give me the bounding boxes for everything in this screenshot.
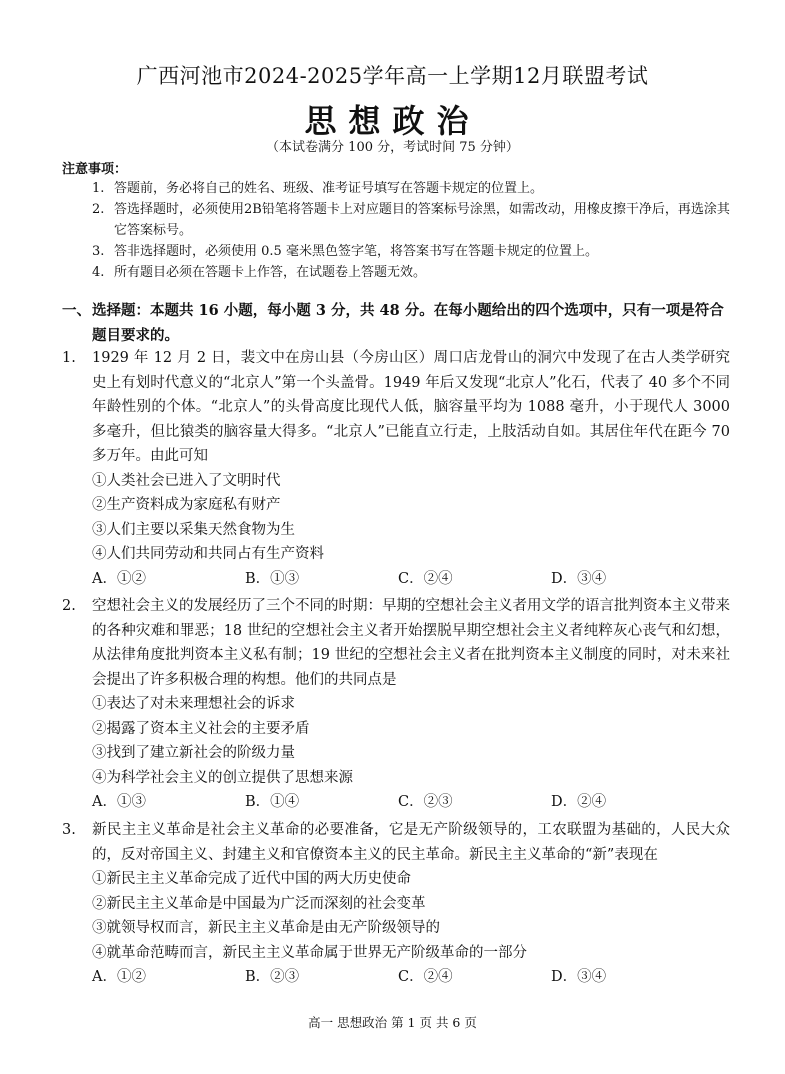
subject-title: 思想政治 [304, 102, 481, 140]
question-text: 新民主主义革命是社会主义革命的必要准备，它是无产阶级领导的，工农联盟为基础的，人民大众的，反对帝国主义、封建主义和官僚资本主义的民主革命。新民主主义革命的“新”表现在 [92, 822, 730, 863]
statement-option: ③找到了建立新社会的阶级力量 [92, 745, 295, 761]
choice-a: A．①③ [92, 794, 146, 810]
question-number: 2. [62, 598, 76, 614]
statement-option: ③就领导权而言，新民主主义革命是由无产阶级领导的 [92, 920, 440, 936]
answer-choices [62, 965, 730, 990]
question-1 [62, 346, 730, 591]
section-heading [62, 298, 730, 348]
notice-text: 答非选择题时，必须使用 0.5 毫米黑色签字笔，将答案书写在答题卡规定的位置上。 [114, 244, 598, 259]
notice-item [92, 262, 732, 283]
choice-c: C．②④ [398, 969, 453, 985]
notice-number: 4. [92, 265, 105, 280]
choice-b: B．①④ [245, 794, 300, 810]
notice-text: 答题前，务必将自己的姓名、班级、准考证号填写在答题卡规定的位置上。 [114, 181, 544, 196]
statement-option: ①表达了对未来理想社会的诉求 [92, 696, 295, 712]
choice-c: C．②④ [398, 570, 453, 587]
page-footer: 高一 思想政治 第 1 页 共 6 页 [308, 1015, 477, 1030]
question-number: 3. [62, 822, 76, 838]
notice-item [92, 178, 732, 199]
statement-option: ④就革命范畴而言，新民主主义革命属于世界无产阶级革命的一部分 [92, 944, 527, 961]
question-3 [62, 818, 730, 990]
notice-number: 1. [92, 181, 105, 196]
statement-option: ①人类社会已进入了文明时代 [92, 472, 281, 489]
section-number: 一、 [62, 302, 91, 319]
statement-option: ④人们共同劳动和共同占有生产资料 [92, 546, 324, 562]
notice-item [92, 199, 732, 241]
choice-a: A．①② [92, 570, 146, 587]
answer-choices [62, 790, 730, 815]
notice-item [92, 241, 732, 262]
notice-heading: 注意事项： [62, 162, 128, 177]
question-text: 空想社会主义的发展经历了三个不同的时期：早期的空想社会主义者用文学的语言批判资本主义带来的各种灾难和罪恶；18 世纪的空想社会主义者开始摆脱早期空想社会主义者纯粹灰心丧气和幻想，从法律角度批判资本主义私有制；19 世纪的空想社会主义者在批判资本主义制度的同时，对未来社会提出了许多积极合理的构想。他们的共同点是 [92, 598, 730, 688]
question-stem [62, 594, 730, 692]
choice-c: C．②③ [398, 794, 453, 810]
question-stem [62, 346, 730, 469]
choice-d: D．②④ [551, 794, 607, 810]
choice-b: B．①③ [245, 570, 300, 587]
choice-b: B．②③ [245, 969, 300, 985]
question-text: 1929 年 12 月 2 日，裴文中在房山县（今房山区）周口店龙骨山的洞穴中发现了在古人类学研究史上有划时代意义的“北京人”第一个头盖骨。1949 年后又发现“北京人”化石，代表了 40 多个不同年龄性别的个体。“北京人”的头骨高度比现代人低，脑容量平均为 1088 毫升，小于现代人 3000 多毫升，但比猿类的脑容量大得多。“北京人”已能直立行走，上肢活动自如。其居住年代在距今 70 多万年。由此可知 [92, 350, 730, 464]
statement-option: ①新民主主义革命完成了近代中国的两大历史使命 [92, 871, 411, 887]
question-stem [62, 818, 730, 867]
statement-option: ④为科学社会主义的创立提供了思想来源 [92, 769, 353, 786]
answer-choices [62, 567, 730, 592]
question-2 [62, 594, 730, 815]
notice-list [92, 178, 732, 283]
notice-number: 3. [92, 244, 105, 259]
notice-text: 所有题目必须在答题卡上作答，在试题卷上答题无效。 [114, 265, 427, 280]
notice-text: 答选择题时，必须使用2B铅笔将答题卡上对应题目的答案标号涂黑，如需改动，用橡皮擦干净后，再选涂其它答案标号。 [114, 202, 730, 238]
choice-d: D．③④ [551, 570, 607, 587]
exam-note: （本试卷满分 100 分，考试时间 75 分钟） [266, 140, 519, 155]
statement-option: ③人们主要以采集天然食物为生 [92, 521, 295, 538]
choice-d: D．③④ [551, 969, 607, 985]
statement-option: ②生产资料成为家庭私有财产 [92, 497, 281, 513]
question-number: 1. [62, 350, 76, 366]
notice-number: 2. [92, 202, 105, 217]
statement-option: ②揭露了资本主义社会的主要矛盾 [92, 720, 310, 737]
choice-a: A．①② [92, 969, 146, 985]
statement-option: ②新民主主义革命是中国最为广泛而深刻的社会变革 [92, 895, 426, 912]
exam-title: 广西河池市2024-2025学年高一上学期12月联盟考试 [136, 64, 649, 88]
section-instructions: 选择题：本题共 16 小题，每小题 3 分，共 48 分。在每小题给出的四个选项中，只有一项是符合题目要求的。 [92, 302, 724, 344]
